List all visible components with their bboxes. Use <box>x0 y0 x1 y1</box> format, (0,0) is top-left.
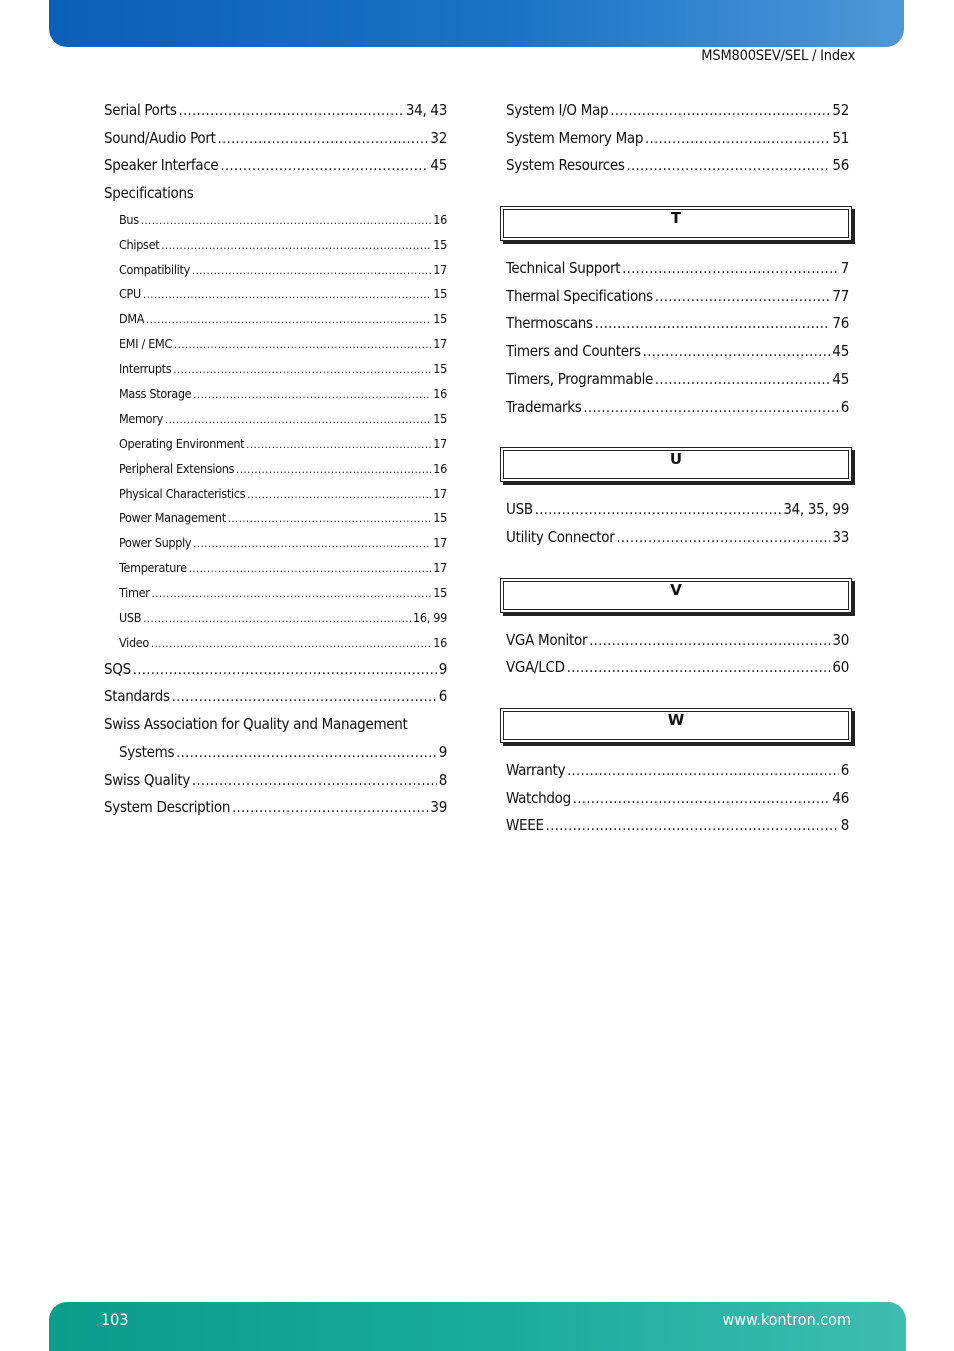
index-subentry[interactable]: EMI / EMC ..... 17 <box>104 332 447 357</box>
index-entry[interactable]: SQS ..... 9 <box>104 656 447 684</box>
page-number: 103 <box>101 1310 129 1329</box>
index-entry[interactable]: Swiss Quality ..... 8 <box>104 767 447 795</box>
footer-banner <box>49 1302 906 1351</box>
index-subentry[interactable]: Interrupts ..... 15 <box>104 357 447 382</box>
index-subentry[interactable]: USB ..... 16, 99 <box>104 606 447 631</box>
index-entry[interactable]: Sound/Audio Port ..... 32 <box>104 125 447 153</box>
index-heading-specifications: Specifications <box>104 184 194 203</box>
index-subentry[interactable]: Video ..... 16 <box>104 631 447 656</box>
index-subentry[interactable]: Operating Environment ..... 17 <box>104 432 447 457</box>
index-entry[interactable]: System Resources ..... 56 <box>506 152 849 180</box>
index-entry[interactable]: Utility Connector ..... 33 <box>506 524 849 552</box>
document-reference: MSM800SEV/SEL / Index <box>701 48 855 64</box>
header-banner <box>49 0 904 47</box>
letter-heading-u: U <box>500 447 852 482</box>
index-subentry[interactable]: Memory ..... 15 <box>104 407 447 432</box>
index-subentry[interactable]: Temperature ..... 17 <box>104 556 447 581</box>
index-column-left <box>104 97 447 822</box>
index-subentry[interactable]: Physical Characteristics ..... 17 <box>104 482 447 507</box>
letter-heading-v: V <box>500 578 852 613</box>
index-entry[interactable]: USB ..... 34, 35, 99 <box>506 496 849 524</box>
index-entry[interactable]: Timers and Counters ..... 45 <box>506 338 849 366</box>
index-entry[interactable]: Speaker Interface ..... 45 <box>104 152 447 180</box>
index-subentry[interactable]: Timer ..... 15 <box>104 581 447 606</box>
index-entry[interactable]: Trademarks ..... 6 <box>506 394 849 422</box>
index-entry[interactable]: Thermoscans ..... 76 <box>506 310 849 338</box>
index-entry[interactable]: System I/O Map ..... 52 <box>506 97 849 125</box>
index-column-right <box>506 97 849 840</box>
index-entry[interactable]: Standards ..... 6 <box>104 683 447 711</box>
website-link[interactable]: www.kontron.com <box>722 1310 851 1329</box>
index-subentry[interactable]: Bus ..... 16 <box>104 208 447 233</box>
index-subentry[interactable]: DMA ..... 15 <box>104 307 447 332</box>
letter-heading-t: T <box>500 206 852 241</box>
index-subentry[interactable]: Chipset ..... 15 <box>104 233 447 258</box>
index-subentry[interactable]: Power Supply ..... 17 <box>104 531 447 556</box>
letter-heading-w: W <box>500 708 852 743</box>
index-entry[interactable]: Watchdog ..... 46 <box>506 785 849 813</box>
index-subentry[interactable]: Peripheral Extensions ..... 16 <box>104 457 447 482</box>
index-entry[interactable]: Warranty ..... 6 <box>506 757 849 785</box>
index-entry[interactable]: VGA/LCD ..... 60 <box>506 654 849 682</box>
index-subentry[interactable]: Compatibility ..... 17 <box>104 258 447 283</box>
index-entry[interactable]: System Description ..... 39 <box>104 794 447 822</box>
index-entry-continuation[interactable]: Systems ..... 9 <box>104 739 447 767</box>
index-subentry[interactable]: Power Management ..... 15 <box>104 506 447 531</box>
index-entry[interactable]: WEEE ..... 8 <box>506 812 849 840</box>
index-entry-heading: Swiss Association for Quality and Management <box>104 715 408 734</box>
index-subentry[interactable]: Mass Storage ..... 16 <box>104 382 447 407</box>
index-subentry[interactable]: CPU ..... 15 <box>104 282 447 307</box>
index-entry[interactable]: Thermal Specifications ..... 77 <box>506 283 849 311</box>
index-entry[interactable]: Technical Support ..... 7 <box>506 255 849 283</box>
index-entry[interactable]: System Memory Map ..... 51 <box>506 125 849 153</box>
index-entry[interactable]: Timers, Programmable ..... 45 <box>506 366 849 394</box>
index-entry[interactable]: VGA Monitor ..... 30 <box>506 627 849 655</box>
index-entry[interactable]: Serial Ports ..... 34, 43 <box>104 97 447 125</box>
